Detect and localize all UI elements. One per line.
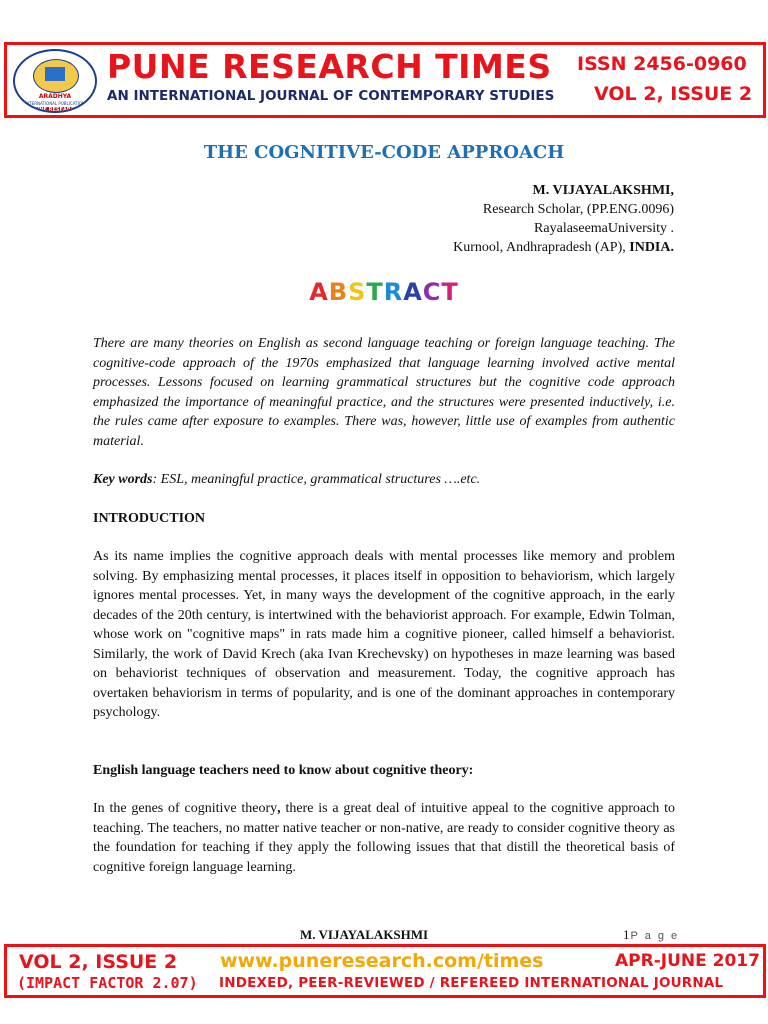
intro-heading: INTRODUCTION [93,511,206,526]
abstract-heading [0,278,768,306]
issn-number: ISSN 2456-0960 [577,53,747,75]
logo-label: PUNE RESEARCH [25,107,85,113]
logo-subtext: INTERNATIONAL PUBLICATION [25,101,85,106]
author-location [453,238,674,257]
section2-text-a: In the genes of cognitive theory [93,801,278,816]
footer-indexed: INDEXED, PEER-REVIEWED / REFEREED INTERNATIONAL JOURNAL [219,975,724,991]
author-affiliation-1: Research Scholar, (PP.ENG.0096) [482,202,674,217]
page-number [623,927,679,943]
section2-text-b: there is a great deal of intuitive appeal to the cognitive approach to teaching. The teachers, no matter native teacher or non-native, are ready to consider cognitive theory as the foundation for teaching if they apply the following issues that that distill the theoretical basis of cognitive foreign language learning. [93,801,675,875]
author-block [453,181,674,257]
intro-text: As its name implies the cognitive approach deals with mental processes like memory and problem solving. By emphasizing mental processes, it places itself in opposition to behaviorism, which largely ignores mental processes. Yet, in many ways the development of the cognitive approach, in the early decades of the 20th century, is intertwined with the behaviorist approach. For example, Edwin Tolman, whose work on "cognitive maps" in rats made him a cognitive pioneer, called himself a behaviorist. Similarly, the work of David Krech (aka Ivan Krechevsky) on hypotheses in maze learning was based on behaviorist techniques of observation and measurement. Today, the cognitive approach has overtaken behaviorism in terms of popularity, and is one of the dominant approaches in contemporary psychology. [93,549,675,720]
author-country: INDIA. [629,240,674,255]
keywords-text: : ESL, meaningful practice, grammatical structures ….etc. [152,472,481,487]
journal-footer-banner [4,944,766,998]
author-name: M. VIJAYALAKSHMI, [532,183,674,198]
book-icon [45,67,65,81]
keywords [93,470,675,490]
abstract-letter: A [403,278,423,306]
abstract-letter: S [348,278,367,306]
abstract-letter: A [309,278,329,306]
journal-subtitle: AN INTERNATIONAL JOURNAL OF CONTEMPORARY STUDIES [107,88,555,104]
footer-impact-factor: (IMPACT FACTOR 2.07) [17,974,198,992]
page-label: P a g e [630,930,680,942]
footer-volume-issue: VOL 2, ISSUE 2 [19,951,178,973]
section2-text [93,799,675,877]
keywords-label: Key words [93,472,153,487]
author-location-text: Kurnool, Andhrapradesh (AP), [453,240,626,255]
abstract-letter: R [383,278,404,306]
footer-website-link[interactable]: www.puneresearch.com/times [220,950,544,972]
section2-comma: , [277,801,281,816]
abstract-letter: T [441,278,459,306]
volume-issue: VOL 2, ISSUE 2 [594,83,753,105]
page-number-value: 1 [623,927,630,942]
abstract-letter: B [328,278,349,306]
journal-header-banner [4,42,766,118]
abstract-letter: T [366,278,384,306]
abstract-letter: C [422,278,442,306]
journal-title: PUNE RESEARCH TIMES [107,47,552,86]
section2-heading: English language teachers need to know about cognitive theory: [93,763,474,778]
footer-author: M. VIJAYALAKSHMI [300,927,429,942]
paper-title: THE COGNITIVE-CODE APPROACH [203,142,565,163]
journal-logo [13,49,97,113]
footer-date: APR-JUNE 2017 [615,951,760,971]
author-affiliation-2: RayalaseemaUniversity . [534,221,674,236]
abstract-text: There are many theories on English as second language teaching or foreign language teaching. The cognitive-code approach of the 1970s emphasized that language learning involved active mental processes. Lessons focused on learning grammatical structures but the cognitive code approach emphasized the importance of meaningful practice, and the structures were presented inductively, i.e. the rules came after exposure to examples. There was, however, little use of examples from authentic material. [93,336,675,449]
logo-text: ARADHYA [38,93,72,100]
